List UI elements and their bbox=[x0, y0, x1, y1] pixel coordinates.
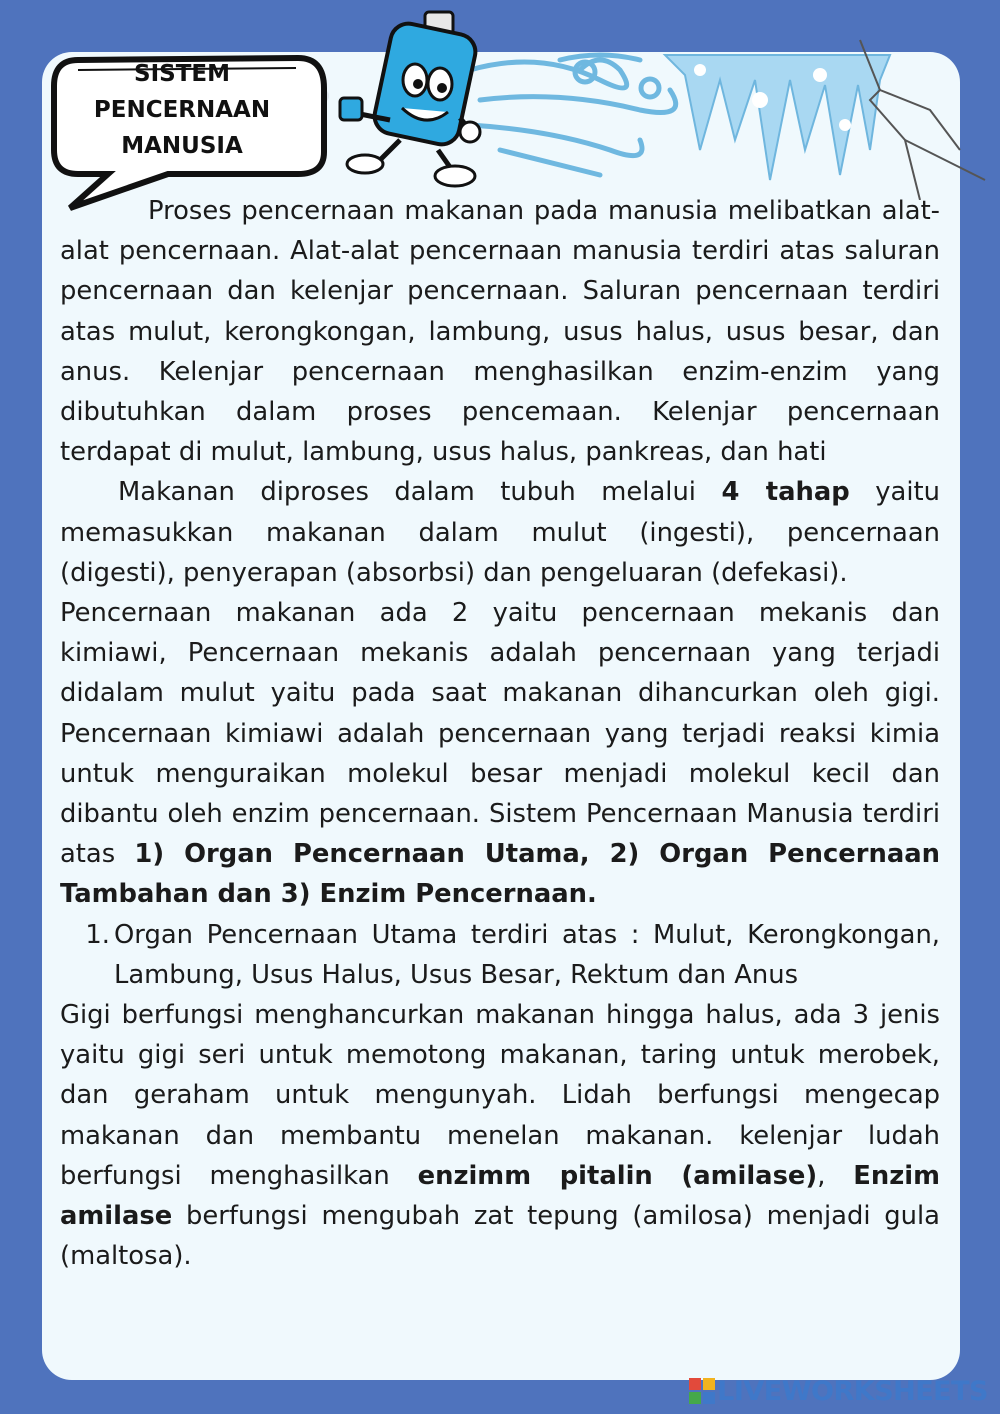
watermark-text: LIVEWORKSHEETS bbox=[717, 1375, 988, 1407]
bold-text: 4 tahap bbox=[721, 477, 850, 508]
bold-text: enzimm pitalin (amilase) bbox=[417, 1160, 818, 1191]
list-item bbox=[60, 915, 940, 995]
text: Pencernaan makanan ada 2 yaitu pencernaan mekanis dan kimiawi, Pencernaan mekanis adalah pencernaan yang terjadi didalam mulut yaitu pada saat makanan dihancurkan oleh gigi. Pencernaan kimiawi adalah pencernaan yang terjadi reaksi kimia untuk menguraikan molekul besar menjadi molekul kecil dan dibantu oleh enzim pencernaan. Sistem Pencernaan Manusia terdiri atas bbox=[60, 598, 940, 870]
liveworksheets-watermark bbox=[689, 1374, 988, 1408]
text: Makanan diproses dalam tubuh melalui bbox=[118, 477, 722, 508]
paragraph-intro: Proses pencernaan makanan pada manusia melibatkan alat-alat pencernaan. Alat-alat pencernaan manusia terdiri atas saluran pencernaan dan kelenjar pencernaan. Saluran pencernaan terdiri atas mulut, kerongkongan, lambung, usus halus, usus besar, dan anus. Kelenjar pencernaan menghasilkan enzim-enzim yang dibutuhkan dalam proses pencemaan. Kelenjar pencernaan terdapat di mulut, lambung, usus halus, pankreas, dan hati bbox=[60, 196, 940, 468]
text: , bbox=[817, 1160, 854, 1191]
paragraph-types bbox=[60, 593, 940, 915]
text: Gigi berfungsi menghancurkan makanan hingga halus, ada 3 jenis yaitu gigi seri untuk memotong makanan, taring untuk merobek, dan geraham untuk mengunyah. Lidah berfungsi mengecap makanan dan membantu menelan makanan. kelenjar ludah berfungsi menghasilkan bbox=[60, 1000, 940, 1191]
list-number: 1. bbox=[85, 919, 110, 950]
paragraph-stages bbox=[60, 472, 940, 593]
paragraph-teeth bbox=[60, 995, 940, 1276]
liveworksheets-logo-icon bbox=[689, 1378, 715, 1404]
text: yaitu memasukkan makanan dalam mulut (ingesti), pencernaan (digesti), penyerapan (absorbsi) dan pengeluaran (defekasi). bbox=[60, 477, 940, 588]
bold-text: Enzim amilase bbox=[60, 1160, 940, 1232]
bold-text: 1) Organ Pencernaan Utama, 2) Organ Pencernaan Tambahan dan 3) Enzim Pencernaan. bbox=[60, 839, 941, 910]
article-body bbox=[60, 191, 940, 1276]
list-text: Organ Pencernaan Utama terdiri atas : Mulut, Kerongkongan, Lambung, Usus Halus, Usus Besar, Rektum dan Anus bbox=[114, 919, 940, 990]
page-title: SISTEM PENCERNAAN MANUSIA bbox=[93, 61, 271, 159]
organ-list bbox=[60, 915, 940, 995]
text: berfungsi mengubah zat tepung (amilosa) menjadi gula (maltosa). bbox=[60, 1201, 940, 1272]
